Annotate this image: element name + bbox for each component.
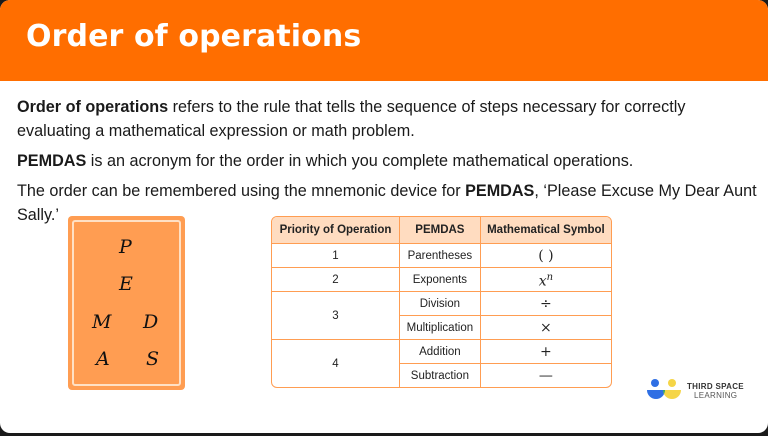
operation-cell: Exponents (400, 268, 481, 292)
logo-icon (645, 378, 685, 404)
operation-cell: Addition (400, 340, 481, 364)
mnemonic-text-end: , ‘Please Excuse My Dear Aunt Sally.’ (17, 182, 757, 224)
operation-cell: Subtraction (400, 364, 481, 387)
header-symbol: Mathematical Symbol (481, 217, 611, 244)
subtraction-symbol: — (538, 367, 553, 384)
letter-m: M (92, 311, 112, 333)
operation-cell: Parentheses (400, 244, 481, 268)
logo-line-2: LEARNING (694, 391, 738, 400)
exponent-symbol (481, 268, 611, 292)
definition-text: refers to the rule that tells the sequence of steps necessary for correctly evaluating a mathematical expression or math problem. (17, 98, 686, 140)
acronym-text: is an acronym for the order in which you complete mathematical operations. (86, 152, 634, 170)
acronym-bold: PEMDAS (17, 152, 87, 170)
priority-cell: 1 (272, 244, 400, 268)
addition-symbol: + (481, 340, 611, 364)
table-row (272, 268, 611, 292)
table-row (272, 244, 611, 268)
header-pemdas: PEMDAS (400, 217, 481, 244)
exponent-base: x (538, 273, 547, 290)
letter-d: D (143, 311, 159, 333)
operation-cell: Multiplication (400, 316, 481, 340)
mnemonic-text-start: The order can be remembered using the mnemonic device for (17, 182, 466, 200)
table-row (272, 292, 611, 316)
header-priority: Priority of Operation (272, 217, 400, 244)
third-space-learning-logo (645, 378, 760, 404)
operation-cell: Division (400, 292, 481, 316)
letter-e: E (119, 273, 133, 295)
letter-s: S (146, 348, 160, 370)
mnemonic-bold: PEMDAS (465, 182, 535, 200)
title-banner (0, 0, 768, 81)
parentheses-symbol: ( ) (481, 244, 611, 268)
operations-table (271, 216, 612, 388)
table-row (272, 340, 611, 364)
intro-text (17, 95, 757, 233)
priority-cell: 2 (272, 268, 400, 292)
term-bold: Order of operations (17, 98, 169, 116)
exponent-power: n (546, 272, 554, 284)
logo-line-1: THIRD SPACE (687, 382, 744, 391)
priority-cell: 3 (272, 292, 400, 340)
multiplication-symbol: × (481, 316, 611, 340)
table-header-row (272, 217, 611, 244)
page-title: Order of operations (26, 19, 362, 54)
letter-p: P (119, 236, 132, 258)
pemdas-card (68, 216, 185, 390)
acronym-paragraph (17, 149, 757, 173)
priority-cell: 4 (272, 340, 400, 387)
letter-a: A (96, 348, 110, 370)
division-symbol: ÷ (481, 292, 611, 316)
definition-paragraph (17, 95, 757, 143)
